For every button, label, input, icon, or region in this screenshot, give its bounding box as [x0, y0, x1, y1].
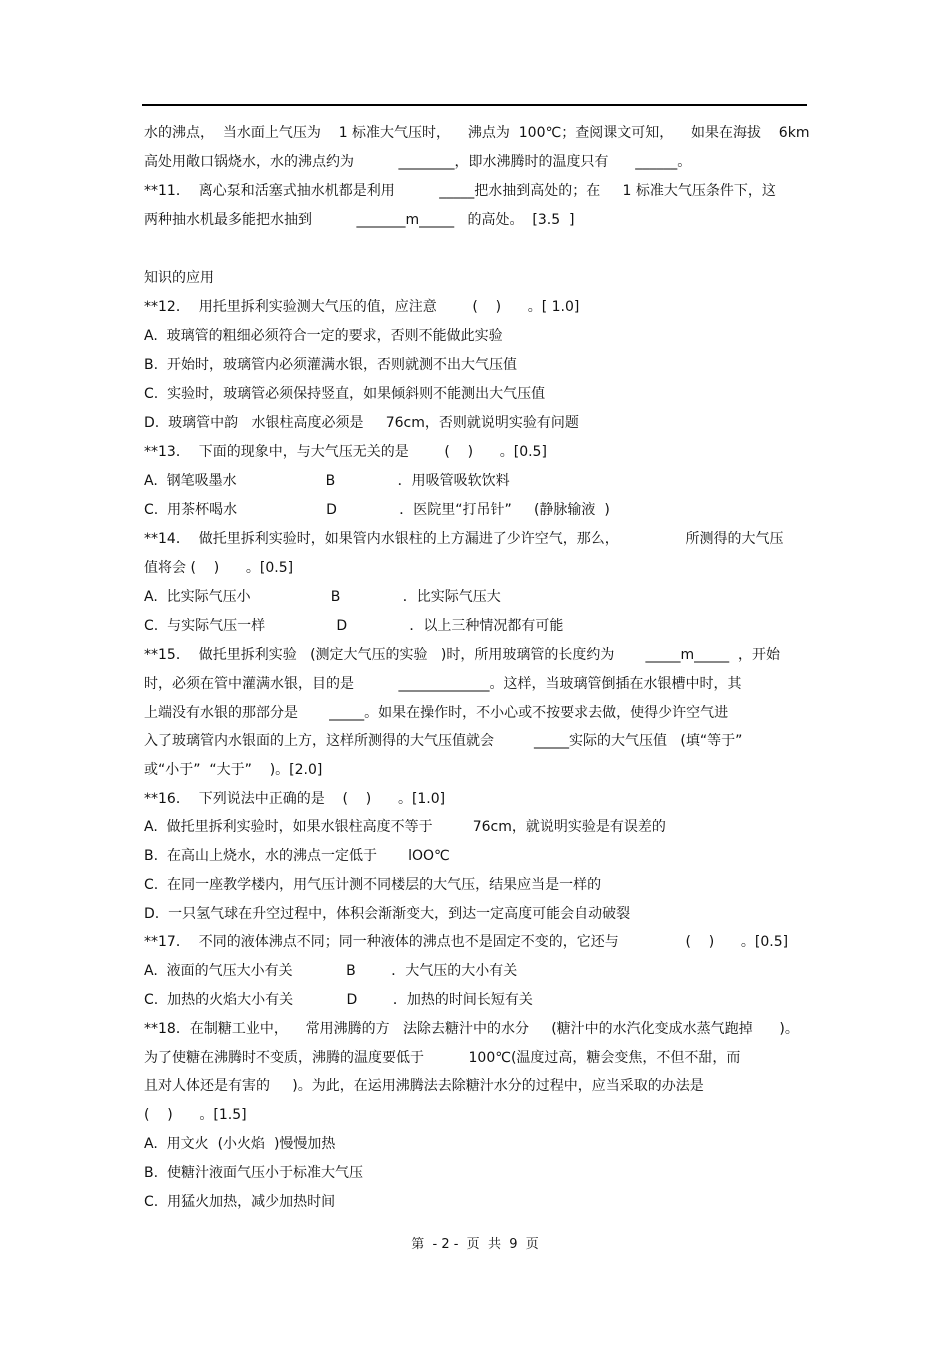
text-line: 时，必须在管中灌满水银，目的是 _____________。这样，当玻璃管倒插在水银槽中时，其 [144, 676, 742, 692]
text-line: **14． 做托里拆利实验时，如果管内水银柱的上方漏进了少许空气，那么， 所测得的大气压 [144, 531, 784, 547]
text-line: 水的沸点， 当水面上气压为 1 标准大气压时， 沸点为 100℃；查阅课文可知， 如果在海拔 6km [144, 125, 810, 141]
text-line: **18．在制糖工业中， 常用沸腾的方 法除去糖汁中的水分 (糖汁中的水汽化变成水蒸气跑掉 )。 [144, 1021, 799, 1037]
text-line: D. 一只氢气球在升空过程中，体积会渐渐变大，到达一定高度可能会自动破裂 [144, 906, 631, 922]
text-line: A. 液面的气压大小有关 B ．大气压的大小有关 [144, 963, 518, 979]
text-line: 两种抽水机最多能把水抽到 _______m_____ 的高处。 [3.5 ] [144, 212, 575, 228]
text-line: 或“小于” “大于” )。[2.0] [144, 762, 323, 778]
text-line: C. 实验时，玻璃管必须保持竖直，如果倾斜则不能测出大气压值 [144, 386, 546, 402]
text-line: C. 用茶杯喝水 D ．医院里“打吊针” (静脉输液 ) [144, 502, 610, 518]
text-line: 且对人体还是有害的 )。为此，在运用沸腾法去除糖汁水分的过程中，应当采取的办法是 [144, 1078, 704, 1094]
text-line: 上端没有水银的那部分是 _____。如果在操作时，不小心或不按要求去做，使得少许空气进 [144, 705, 729, 721]
text-line: **12． 用托里拆利实验测大气压的值，应注意 ( ) 。[ 1.0] [144, 299, 580, 315]
text-line: 入了玻璃管内水银面的上方，这样所测得的大气压值就会 _____实际的大气压值 (填“等于” [144, 733, 743, 749]
text-line: A. 做托里拆利实验时，如果水银柱高度不等于 76cm，就说明实验是有误差的 [144, 819, 666, 835]
text-line: B. 在高山上烧水，水的沸点一定低于 lOO℃ [144, 848, 450, 864]
page-footer: 第 - 2 - 页 共 9 页 [411, 1237, 539, 1252]
header-rule [142, 104, 807, 106]
text-line: 为了使糖在沸腾时不变质，沸腾的温度要低于 100℃(温度过高，糖会变焦，不但不甜，而 [144, 1050, 741, 1066]
text-line: C. 在同一座教学楼内，用气压计测不同楼层的大气压，结果应当是一样的 [144, 877, 602, 893]
text-line: B. 使糖汁液面气压小于标准大气压 [144, 1165, 363, 1181]
text-line: D. 玻璃管中韵 水银柱高度必须是 76cm，否则就说明实验有问题 [144, 415, 579, 431]
text-line: C. 加热的火焰大小有关 D ．加热的时间长短有关 [144, 992, 533, 1008]
text-line: C. 与实际气压一样 D ．以上三种情况都有可能 [144, 618, 564, 634]
text-line: **11． 离心泵和活塞式抽水机都是利用 _____把水抽到高处的；在 1 标准大气压条件下，这 [144, 183, 776, 199]
text-line: 高处用敞口锅烧水，水的沸点约为 ________，即水沸腾时的温度只有 ______。 [144, 154, 692, 170]
text-line: B. 开始时，玻璃管内必须灌满水银，否则就测不出大气压值 [144, 357, 517, 373]
text-line: **17． 不同的液体沸点不同；同一种液体的沸点也不是固定不变的，它还与 ( ) 。[0.5] [144, 934, 789, 950]
text-line: A. 比实际气压小 B ．比实际气压大 [144, 589, 501, 605]
text-line: **13． 下面的现象中，与大气压无关的是 ( ) 。[0.5] [144, 444, 547, 460]
text-line: ( ) 。[1.5] [144, 1107, 247, 1123]
text-line: 知识的应用 [144, 270, 214, 286]
text-line: A. 钢笔吸墨水 B ．用吸管吸软饮料 [144, 473, 510, 489]
text-line: A. 玻璃管的粗细必须符合一定的要求，否则不能做此实验 [144, 328, 503, 344]
text-line: C. 用猛火加热，减少加热时间 [144, 1194, 336, 1210]
text-line: A. 用文火 (小火焰 )慢慢加热 [144, 1136, 336, 1152]
text-line: 值将会 ( ) 。[0.5] [144, 560, 294, 576]
text-line: **15． 做托里拆利实验 (测定大气压的实验 )时，所用玻璃管的长度约为 _____m_____ ，开始 [144, 647, 781, 663]
text-line: **16． 下列说法中正确的是 ( ) 。[1.0] [144, 791, 446, 807]
